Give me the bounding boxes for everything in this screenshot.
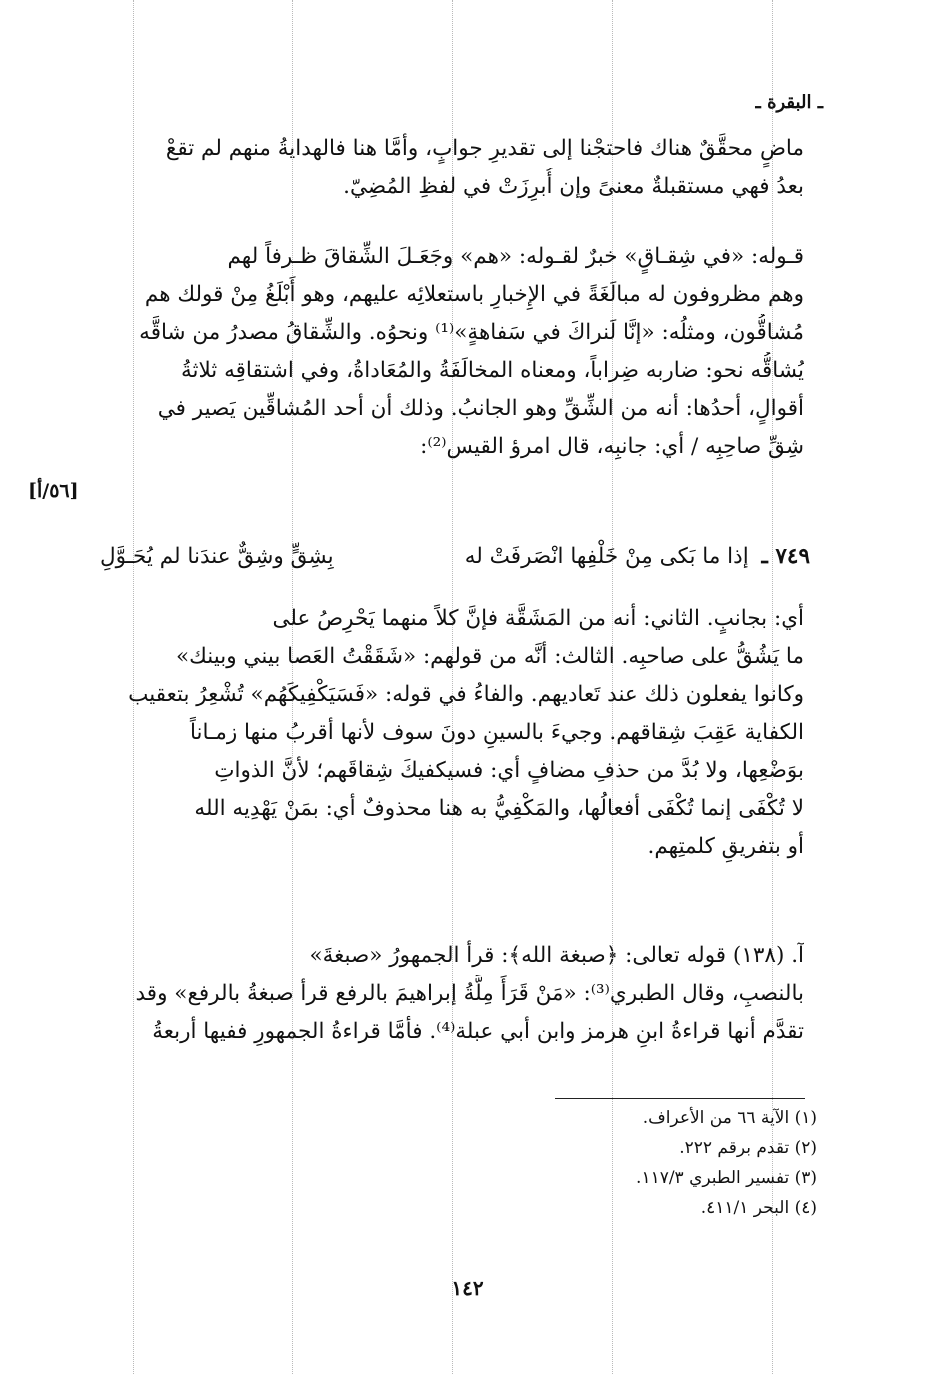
paragraph-4 — [104, 937, 804, 1051]
footnote: (٢) تقدم برقم ٢٢٢. — [679, 1138, 817, 1158]
text-line: أي: بجانبٍ. الثاني: أنه من المَشَقَّة فإنَّ كلاً منهما يَحْرِصُ على — [272, 606, 804, 631]
running-title: ـ البقرة ـ — [755, 92, 823, 113]
paragraph-1 — [104, 130, 804, 206]
text-line: وكانوا يفعلون ذلك عند تَعاديهم. والفاءُ في قوله: «فَسَيَكْفِيكَهُم» تُشْعِرُ بتعقيب — [128, 682, 804, 707]
text-line: وهم مظروفون له مبالَغَةً في الإِخبارِ باستعلائِه عليهم، وهو أَبْلَغُ مِنْ قولك هم — [144, 282, 804, 307]
text-line: شِقِّ صاحِبِه / أي: جانبِه، قال امرؤ القيس⁽²⁾: — [420, 434, 804, 459]
verse-second-hemistich: بِشِقٍّ وشِقٌّ عندَنا لم يُحَـوَّلِ — [100, 544, 334, 569]
text-line: الكفاية عَقِبَ شِقاقهم. وجيءَ بالسينِ دونَ سوف لأنها أقربُ منها زمـاناً — [189, 720, 804, 745]
footnote: (٣) تفسير الطبري ١١٧/٣. — [636, 1168, 817, 1188]
footnote: (١) الآية ٦٦ من الأعراف. — [642, 1108, 817, 1128]
text-line: أقوالٍ، أحدُها: أنه من الشِّقِّ وهو الجانبُ. وذلك أن أحد المُشاقِّين يَصير في — [157, 396, 804, 421]
text-line: يُشاقُّه نحو: ضاربه ضِراباً، ومعناه المخالَفَةُ والمُعَاداةُ، وفي اشتقاقِه ثلاثةُ — [180, 358, 804, 383]
text-line: ماضٍ محقَّقٌ هناك فاحتجْنا إلى تقديرِ جوابٍ، وأمَّا هنا فالهدايةُ منهم لم تقعْ — [165, 136, 804, 161]
text-line: ما يَشُقُّ على صاحبِه. الثالث: أنَّه من قولهم: «شَقَقْتُ العَصا بيني وبينك» — [175, 644, 804, 669]
verse-number: ٧٤٩ ـ — [761, 544, 810, 569]
paragraph-3 — [104, 600, 804, 866]
verse-first-hemistich: إذا ما بَكى مِنْ خَلْفِها انْصَرفَتْ له — [464, 544, 749, 569]
footnote-divider — [555, 1098, 805, 1099]
text-line: مُشاقُّون، ومثلُه: «إنَّا لَنراكَ في سَفاهةٍ»⁽¹⁾ ونحوُه. والشِّقاقُ مصدرُ من شاقَّه — [139, 320, 804, 345]
text-line: بالنصبِ، وقال الطبري⁽³⁾: «مَنْ قَرَأَ مِلَّةُ إبراهيمَ بالرفع قرأ صبغةُ بالرفع» وقد — [135, 981, 804, 1006]
poetry-verse — [100, 538, 810, 576]
footnote: (٤) البحر ٤١١/١. — [700, 1198, 817, 1218]
text-line: بعدُ فهي مستقبلةٌ معنىً وإن أُبرِزَتْ في لفظِ المُضِيّ. — [343, 174, 804, 199]
paragraph-2 — [104, 238, 804, 466]
text-line: آ. (١٣٨) قوله تعالى: ﴿صبغة الله﴾: قرأ الجمهورُ «صبغةَ» — [309, 943, 804, 968]
text-line: قـوله: «في شِقـاقٍ» خبرٌ لقـوله: «هم» وجَعَـلَ الشِّقاقَ ظـرفاً لهم — [227, 244, 804, 269]
text-line: لا تُكْفَى إنما تُكْفَى أفعالُها، والمَكْفِيُّ به هنا محذوفٌ أي: بمَنْ يَهْدِيه الله — [194, 796, 804, 821]
footnotes — [417, 1103, 817, 1223]
text-line: تقدَّم أنها قراءةُ ابنِ هرمز وابن أبي عبلة⁽⁴⁾. فأمَّا قراءةُ الجمهورِ ففيها أربعةُ — [152, 1019, 804, 1044]
text-line: بوَضْعِها، ولا بُدَّ من حذفِ مضافٍ أي: فسيكفيكَ شِقاقَهم؛ لأنَّ الذواتِ — [214, 758, 804, 783]
manuscript-folio-marker: [٥٦/أ] — [28, 480, 79, 502]
text-line: أو بتفريقِ كلمتِهم. — [647, 834, 804, 859]
page-number: ١٤٢ — [451, 1276, 484, 1300]
